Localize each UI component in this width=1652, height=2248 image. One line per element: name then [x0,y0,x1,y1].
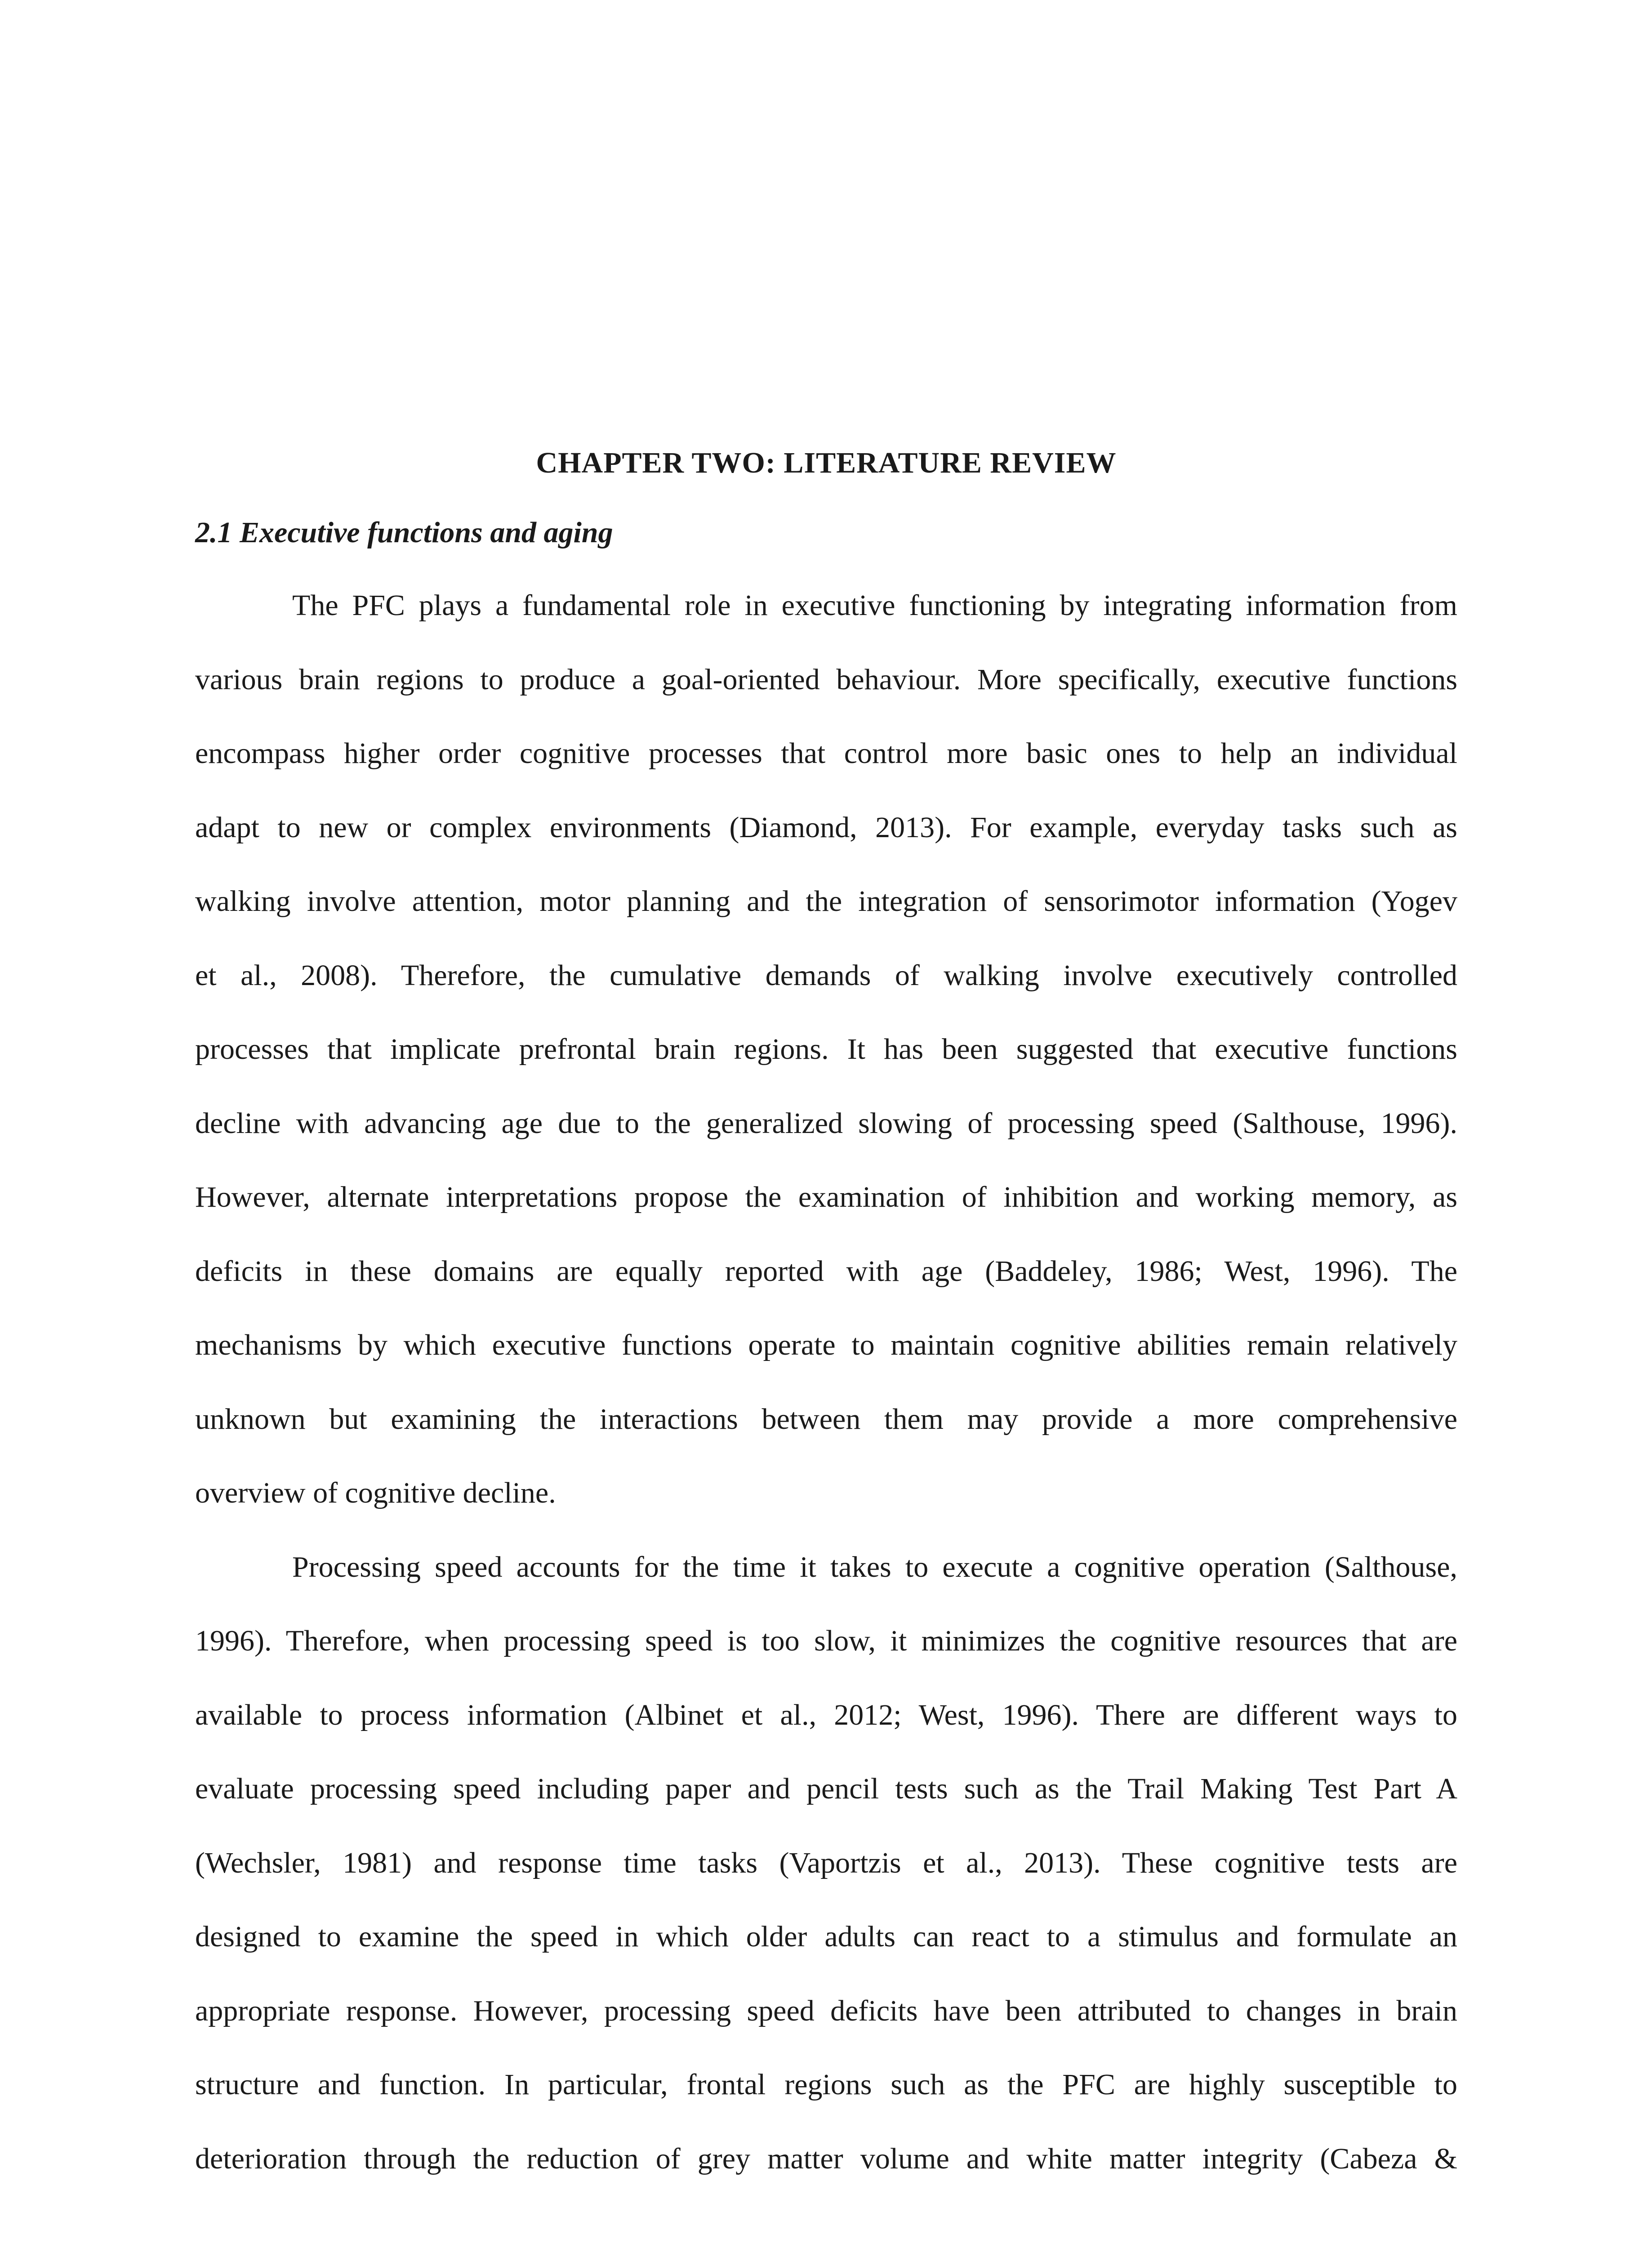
paragraph-1-line: walking involve attention, motor planning and the integration of sensorimotor information (Yogev [195,885,1457,918]
paragraph-1-line: adapt to new or complex environments (Diamond, 2013). For example, everyday tasks such as [195,811,1457,844]
paragraph-2-line: structure and function. In particular, frontal regions such as the PFC are highly susceptible to [195,2068,1457,2101]
paragraph-1-line: deficits in these domains are equally reported with age (Baddeley, 1986; West, 1996). The [195,1255,1457,1288]
paragraph-1-line: However, alternate interpretations propose the examination of inhibition and working memory, as [195,1181,1457,1213]
paragraph-2-line: designed to examine the speed in which older adults can react to a stimulus and formulate an [195,1920,1457,1953]
paragraph-1-line: encompass higher order cognitive processes that control more basic ones to help an individual [195,737,1457,770]
paragraph-1-line: decline with advancing age due to the generalized slowing of processing speed (Salthouse, 1996). [195,1107,1457,1140]
paragraph-1-line: various brain regions to produce a goal-oriented behaviour. More specifically, executive functions [195,663,1457,696]
paragraph-1-line: et al., 2008). Therefore, the cumulative demands of walking involve executively controlled [195,959,1457,992]
paragraph-2-line: Processing speed accounts for the time it takes to execute a cognitive operation (Salthouse, [292,1551,1457,1583]
paragraph-2-line: (Wechsler, 1981) and response time tasks (Vaportzis et al., 2013). These cognitive tests are [195,1847,1457,1879]
paragraph-1-line: unknown but examining the interactions between them may provide a more comprehensive [195,1403,1457,1436]
section-heading: 2.1 Executive functions and aging [195,516,613,549]
paragraph-2-line: deterioration through the reduction of grey matter volume and white matter integrity (Cabeza & [195,2142,1457,2175]
paragraph-2-line: evaluate processing speed including paper and pencil tests such as the Trail Making Test Part A [195,1772,1457,1805]
paragraph-2-line: appropriate response. However, processing speed deficits have been attributed to changes in brain [195,1994,1457,2027]
paragraph-2-line: available to process information (Albinet et al., 2012; West, 1996). There are different ways to [195,1699,1457,1731]
chapter-title: CHAPTER TWO: LITERATURE REVIEW [536,446,1117,479]
paragraph-1-line: overview of cognitive decline. [195,1476,556,1509]
paragraph-1-line: mechanisms by which executive functions operate to maintain cognitive abilities remain relatively [195,1329,1457,1361]
paragraph-2-line: 1996). Therefore, when processing speed is too slow, it minimizes the cognitive resources that are [195,1624,1457,1657]
paragraph-1-line: processes that implicate prefrontal brain regions. It has been suggested that executive functions [195,1033,1457,1066]
paragraph-1-line: The PFC plays a fundamental role in executive functioning by integrating information from [292,589,1457,622]
